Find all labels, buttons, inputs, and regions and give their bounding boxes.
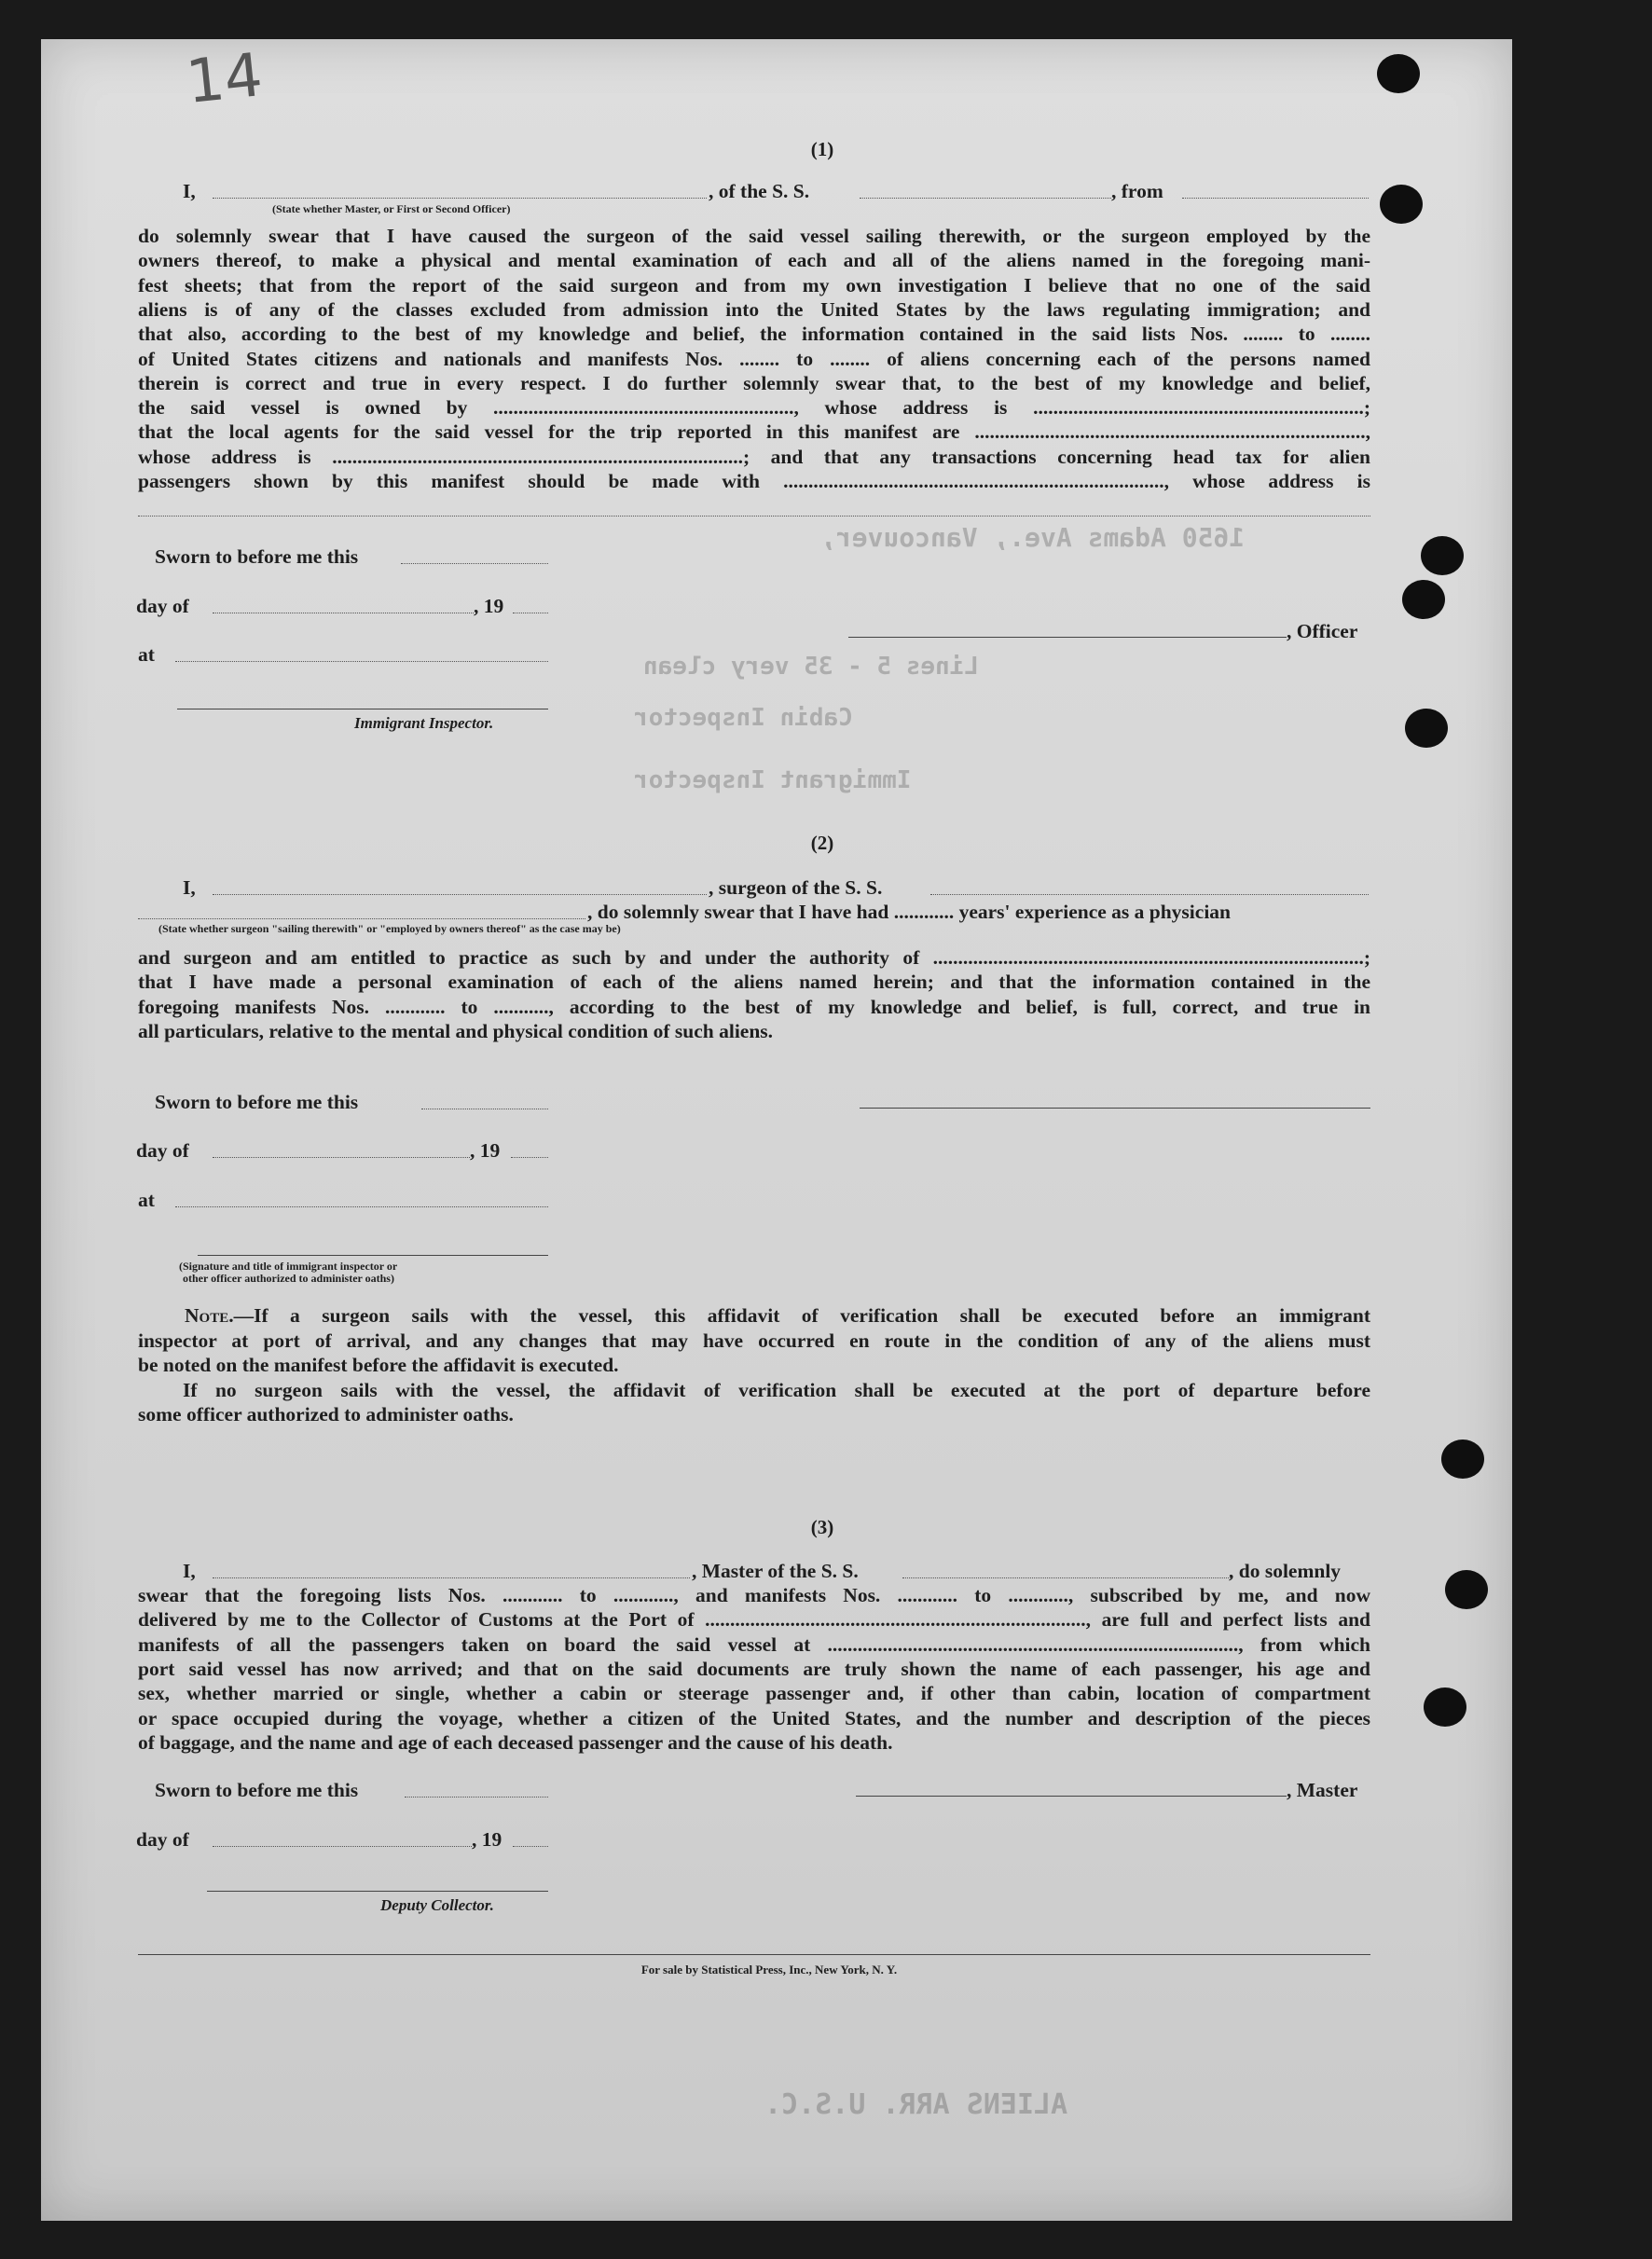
section1-line: therein is correct and true in every respect. I do further solemnly swear that, to the best of my knowledge and belief, (138, 371, 1370, 394)
punch-hole (1405, 709, 1448, 748)
s2-at-label: at (138, 1189, 155, 1211)
master-name-blank (213, 198, 707, 199)
punch-hole (1424, 1687, 1466, 1727)
bottom-stamp-bleed: ALIENS ARR. U.S.C. (764, 2088, 1068, 2121)
s2-authority-signature-line (198, 1255, 548, 1256)
s3-do-solemnly: , do solemnly (1229, 1560, 1342, 1582)
section-3-i: I, (183, 1560, 196, 1582)
master-label: , Master (1287, 1779, 1358, 1801)
section1-line: the said vessel is owned by ............................................................, whose address is ..................................................................; (138, 396, 1370, 420)
punch-hole (1377, 54, 1420, 93)
section1-line: passengers shown by this manifest should be made with ............................................................................, whose address is (138, 470, 1370, 492)
s3-year-label: , 19 (472, 1828, 502, 1851)
from-label: , from (1111, 180, 1163, 202)
punch-hole (1421, 536, 1464, 575)
section-1-i: I, (183, 180, 196, 202)
section3-line: delivered by me to the Collector of Customs at the Port of ............................................................................, are full and perfect lists and (138, 1608, 1370, 1632)
s1-sworn-label: Sworn to before me this (155, 545, 359, 568)
punch-hole (1445, 1570, 1488, 1609)
note-line-5: some officer authorized to administer oaths. (138, 1403, 514, 1426)
section-2-number: (2) (810, 832, 834, 854)
printer-footer: For sale by Statistical Press, Inc., New York, N. Y. (640, 1963, 898, 1977)
section-1-number: (1) (810, 138, 834, 160)
immigrant-inspector-caption: Immigrant Inspector. (354, 714, 494, 732)
collector-signature-line (207, 1891, 548, 1892)
s3-master-name-blank (213, 1577, 690, 1578)
section3-line: swear that the foregoing lists Nos. ............ to ............, and manifests Nos. ............ to ............, subscribed by me, and now (138, 1584, 1370, 1606)
section1-line: aliens is of any of the classes excluded from admission into the United States by the laws regulating immigration; and (138, 297, 1370, 321)
s3-day-of-label: day of (136, 1828, 189, 1851)
master-caption: (State whether Master, or First or Second Officer) (272, 202, 511, 215)
section1-line: fest sheets; that from the report of the said surgeon and from my own investigation I believe that no one of the said (138, 273, 1370, 296)
note-paragraph (138, 1303, 1370, 1427)
note-line-4: If no surgeon sails with the vessel, the affidavit of verification shall be executed at the port of departure before (183, 1378, 1370, 1401)
punch-hole (1441, 1439, 1484, 1479)
section2-line: foregoing manifests Nos. ............ to ..........., according to the best of my knowledge and belief, is full, correct, and true in (138, 995, 1370, 1018)
section2-line: that I have made a personal examination of each of the aliens named herein; and that the information contained in the (138, 971, 1370, 994)
section2-line: and surgeon and am entitled to practice as such by and under the authority of ......................................................................................; (138, 946, 1370, 969)
officer-label: , Officer (1287, 620, 1358, 642)
master-signature-line (856, 1796, 1287, 1797)
section1-line: owners thereof, to make a physical and mental examination of each and all of the aliens named in the foregoing mani- (138, 249, 1370, 272)
stamp-address-bleed: 1650 Adams Ave., Vancouver, (820, 522, 1246, 553)
section3-line: manifests of all the passengers taken on board the said vessel at .................................................................................., from which (138, 1632, 1370, 1656)
s1-at-label: at (138, 643, 155, 666)
s1-sworn-date-blank (401, 563, 548, 564)
section1-line: that the local agents for the said vessel for the trip reported in this manifest are .............................................................................., (138, 420, 1370, 444)
section2-line: all particulars, relative to the mental and physical condition of such aliens. (138, 1019, 774, 1042)
section1-line: that also, according to the best of my knowledge and belief, the information contained in the said lists Nos. ........ to ........ (138, 323, 1370, 346)
master-of-label: , Master of the S. S. (692, 1560, 859, 1582)
sig-caption-1: (Signature and title of immigrant inspector or (179, 1260, 398, 1273)
surgeon-signature-line (860, 1108, 1370, 1109)
section3-line: sex, whether married or single, whether a cabin or steerage passenger and, if other than cabin, location of compartment (138, 1682, 1370, 1705)
s1-at-blank (175, 661, 548, 662)
s2-day-of-label: day of (136, 1139, 189, 1162)
punch-hole (1380, 185, 1423, 224)
s2-vessel-blank (930, 894, 1369, 895)
s2-day-blank (213, 1157, 470, 1158)
surgeon-status-blank (138, 918, 585, 919)
surgeon-solemnly: , do solemnly swear that I have had ............ years' experience as a physician (587, 901, 1231, 923)
s3-sworn-date-blank (405, 1797, 548, 1798)
note-line-1: —If a surgeon sails with the vessel, this affidavit of verification shall be executed before an immigrant (233, 1304, 1370, 1327)
from-port-blank (1182, 198, 1369, 199)
section1-line: do solemnly swear that I have caused the surgeon of the said vessel sailing therewith, or the surgeon employed by the (138, 225, 1370, 247)
vessel-name-blank (860, 198, 1111, 199)
s2-year-blank (511, 1157, 548, 1158)
s2-at-blank (175, 1206, 548, 1207)
section3-line: of baggage, and the name and age of each deceased passenger and the cause of his death. (138, 1730, 893, 1754)
agent-address-blank (138, 516, 1370, 517)
note-line-2: inspector at port of arrival, and any changes that may have occurred en route in the condition of any of the aliens must (138, 1329, 1370, 1352)
s3-year-blank (513, 1846, 548, 1847)
stamp-lines-bleed: Lines 5 - 35 very clean (643, 653, 980, 681)
s3-sworn-label: Sworn to before me this (155, 1779, 359, 1801)
note-label: Note. (185, 1304, 234, 1327)
section1-line: whose address is ..................................................................................; and that any transactions concerning head tax for alien (138, 445, 1370, 468)
surgeon-caption: (State whether surgeon "sailing therewith" or "employed by owners thereof" as the case may be) (158, 922, 621, 935)
s3-vessel-blank (902, 1577, 1231, 1578)
s2-year-label: , 19 (470, 1139, 501, 1162)
section1-line: of United States citizens and nationals and manifests Nos. ........ to ........ of aliens concerning each of the persons named (138, 347, 1370, 370)
surgeon-name-blank (213, 894, 707, 895)
s2-sworn-label: Sworn to before me this (155, 1091, 359, 1113)
of-ss-label: , of the S. S. (709, 180, 810, 202)
officer-signature-line (848, 637, 1287, 638)
section-2-i: I, (183, 876, 196, 899)
note-line-3: be noted on the manifest before the affidavit is executed. (138, 1354, 619, 1376)
section3-line: or space occupied during the voyage, whether a citizen of the United States, and the number and description of the pieces (138, 1706, 1370, 1729)
s1-year-label: , 19 (474, 595, 504, 617)
footer-rule (138, 1954, 1370, 1955)
section3-line: port said vessel has now arrived; and that on the said documents are truly shown the name of each passenger, his age and (138, 1657, 1370, 1680)
s3-day-blank (213, 1846, 472, 1847)
stamp-inspector-bleed: Immigrant Inspector (634, 766, 912, 794)
deputy-collector-caption: Deputy Collector. (380, 1896, 494, 1914)
stamp-cabin-bleed: Cabin Inspector (634, 704, 853, 732)
punch-hole (1402, 580, 1445, 619)
surgeon-of-label: , surgeon of the S. S. (709, 876, 883, 899)
section-3-number: (3) (810, 1516, 834, 1538)
s1-day-of-label: day of (136, 595, 189, 617)
sig-caption-2: other officer authorized to administer oaths) (183, 1272, 394, 1285)
handwritten-page-number: 14 (183, 40, 267, 118)
